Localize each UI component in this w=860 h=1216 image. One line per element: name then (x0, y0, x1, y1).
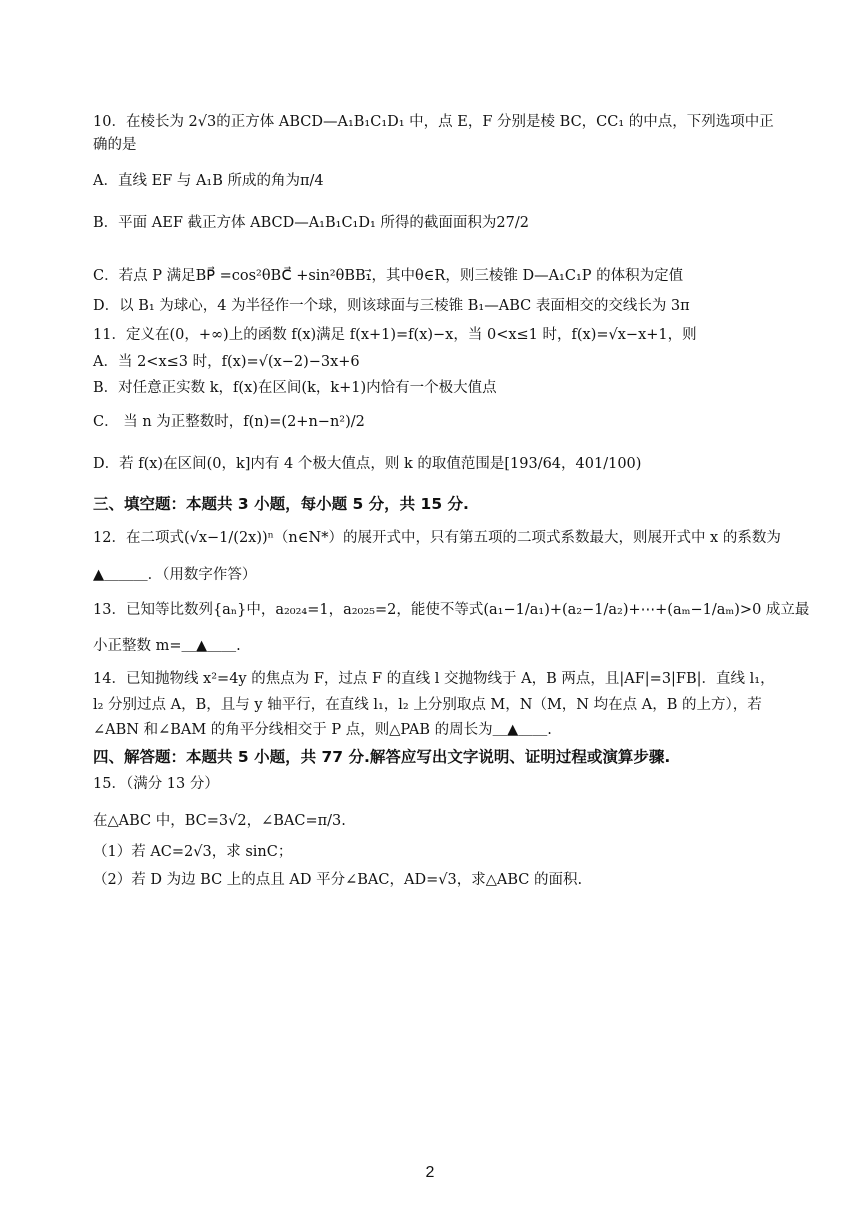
q14-line1: 14．已知抛物线 x²=4y 的焦点为 F，过点 F 的直线 l 交抛物线于 A，B 两点，且|AF|=3|FB|．直线 l₁， (93, 671, 775, 687)
q14-line3: ∠ABN 和∠BAM 的角平分线相交于 P 点，则△PAB 的周长为＿▲＿＿. (93, 722, 552, 738)
q10-option-b: B．平面 AEF 截正方体 ABCD—A₁B₁C₁D₁ 所得的截面面积为27/2 (93, 215, 529, 231)
q15-part2: （2）若 D 为边 BC 上的点且 AD 平分∠BAC，AD=√3，求△ABC 的面积. (93, 872, 583, 888)
q11-line1: 11．定义在(0，+∞)上的函数 f(x)满足 f(x+1)=f(x)−x，当 0<x≤1 时，f(x)=√x−x+1，则 (93, 327, 697, 343)
q15-part1: （1）若 AC=2√3，求 sinC； (93, 844, 293, 860)
q15-score: 15．（满分 13 分） (93, 776, 219, 792)
q10-option-d: D．以 B₁ 为球心，4 为半径作一个球，则该球面与三棱锥 B₁—ABC 表面相交的交线长为 3π (93, 298, 690, 314)
q11-option-a: A．当 2<x≤3 时，f(x)=√(x−2)−3x+6 (93, 354, 360, 370)
q11-option-d: D．若 f(x)在区间(0，k]内有 4 个极大值点，则 k 的取值范围是[193/64，401/100) (93, 456, 642, 472)
q11-option-b: B．对任意正实数 k，f(x)在区间(k，k+1)内恰有一个极大值点 (93, 380, 497, 396)
q13-line2: 小正整数 m=＿▲＿＿. (93, 638, 241, 654)
q10-line1: 10．在棱长为 2√3的正方体 ABCD—A₁B₁C₁D₁ 中，点 E，F 分别是棱 BC，CC₁ 的中点，下列选项中正 (93, 114, 774, 130)
section-3-heading: 三、填空题：本题共 3 小题，每小题 5 分，共 15 分. (93, 495, 469, 513)
q13-line1: 13．已知等比数列{aₙ}中，a₂₀₂₄=1，a₂₀₂₅=2，能使不等式(a₁−1/a₁)+(a₂−1/a₂)+⋯+(aₘ−1/aₘ)>0 成立最 (93, 602, 810, 618)
q10-option-a: A．直线 EF 与 A₁B 所成的角为π/4 (93, 173, 324, 189)
q12-line2: ▲＿＿＿．（用数字作答） (93, 567, 257, 583)
page-number: 2 (425, 1164, 435, 1181)
q15-given: 在△ABC 中，BC=3√2，∠BAC=π/3. (93, 813, 346, 829)
q12-line1: 12．在二项式(√x−1/(2x))ⁿ（n∈N*）的展开式中，只有第五项的二项式系数最大，则展开式中 x 的系数为 (93, 530, 781, 546)
q11-option-c: C． 当 n 为正整数时，f(n)=(2+n−n²)/2 (93, 414, 365, 430)
section-4-heading: 四、解答题：本题共 5 小题，共 77 分.解答应写出文字说明、证明过程或演算步骤. (93, 748, 671, 766)
q14-line2: l₂ 分别过点 A，B，且与 y 轴平行，在直线 l₁，l₂ 上分别取点 M，N（M，N 均在点 A，B 的上方），若 (93, 697, 762, 713)
q10-option-c: C．若点 P 满足BP⃗ =cos²θBC⃗ +sin²θBB₁⃗，其中θ∈R，则三棱锥 D—A₁C₁P 的体积为定值 (93, 268, 684, 284)
q10-line2: 确的是 (93, 137, 137, 153)
